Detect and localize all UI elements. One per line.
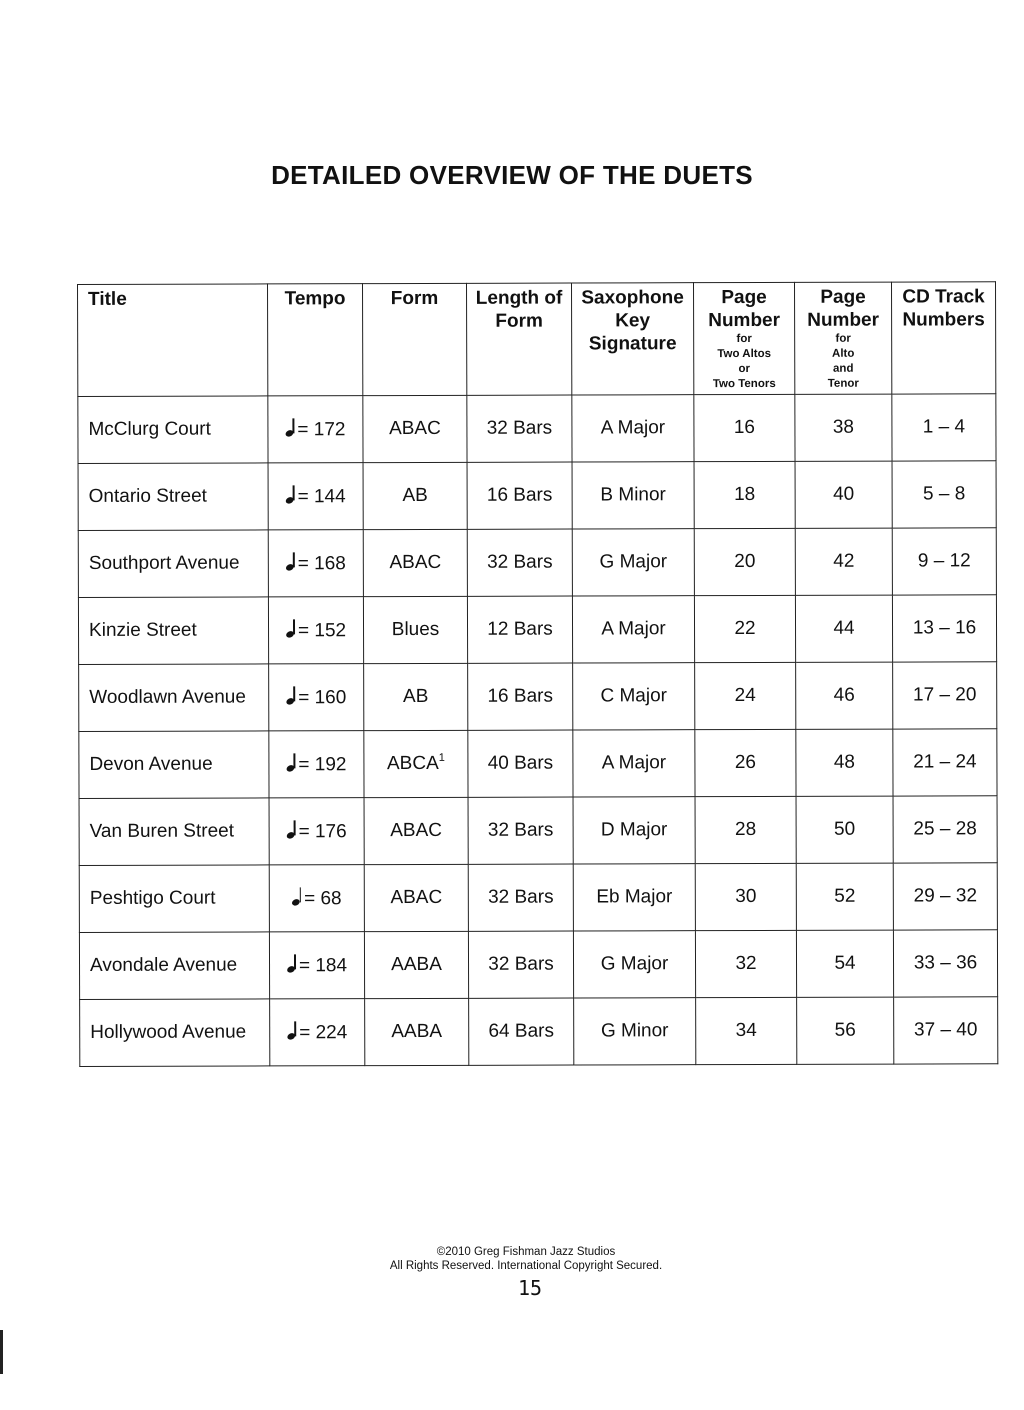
quarter-note-icon (287, 820, 297, 838)
cell-key-signature: C Major (573, 663, 695, 730)
tempo-value: = 152 (297, 619, 347, 641)
header-page-two-sub2: Two Altos (717, 347, 772, 361)
form-value: ABAC (389, 417, 441, 440)
cell-tempo (269, 932, 364, 999)
header-form: Form (363, 283, 467, 395)
header-page-two-main: Page Number (708, 286, 781, 332)
cell-title: McClurg Court (78, 396, 268, 464)
cell-cd-tracks: 29 – 32 (893, 863, 997, 930)
page-number: 15 (517, 1276, 543, 1300)
cell-title: Peshtigo Court (79, 865, 269, 933)
cell-title: Ontario Street (78, 463, 268, 531)
cell-title: Devon Avenue (79, 731, 269, 799)
cell-page-two: 32 (695, 930, 796, 997)
tempo-value: = 184 (298, 954, 348, 976)
table-row (79, 930, 997, 1000)
cell-key-signature: G Major (572, 529, 694, 596)
cell-cd-tracks: 1 – 4 (892, 394, 996, 461)
form-value: AABA (391, 953, 442, 976)
cell-form (363, 529, 467, 596)
cell-length: 12 Bars (467, 596, 572, 663)
cell-page-two: 30 (695, 863, 796, 930)
cell-length: 32 Bars (467, 395, 572, 462)
form-value: AB (403, 685, 429, 708)
form-value: ABCA (386, 752, 439, 775)
header-page-two-sub1: for (736, 332, 752, 346)
table-row (79, 729, 997, 799)
cell-tempo (269, 731, 364, 798)
cell-page-alto-tenor: 44 (795, 595, 892, 662)
cell-title: Avondale Avenue (79, 932, 269, 1000)
cell-tempo (269, 664, 364, 731)
table-row (79, 863, 997, 933)
form-footnote-marker: 1 (438, 751, 445, 764)
quarter-note-icon (286, 753, 296, 771)
cell-cd-tracks: 9 – 12 (892, 528, 996, 595)
cell-tempo (268, 530, 363, 597)
quarter-note-icon (287, 1021, 297, 1039)
header-page-alto-tenor-sub3: and (833, 362, 854, 375)
form-value: AB (402, 484, 428, 507)
quarter-note-icon (287, 954, 297, 972)
header-page-two (693, 282, 794, 394)
cell-form (363, 462, 467, 529)
cell-page-two: 20 (694, 528, 795, 595)
footer-copyright: ©2010 Greg Fishman Jazz Studios (436, 1246, 616, 1258)
cell-cd-tracks: 33 – 36 (893, 930, 997, 997)
cell-tempo (268, 597, 363, 664)
cell-tempo (268, 396, 363, 463)
cell-page-two: 24 (695, 662, 796, 729)
table-row (78, 595, 996, 665)
cell-cd-tracks: 37 – 40 (894, 997, 998, 1064)
cell-title: Hollywood Avenue (80, 999, 270, 1067)
cell-key-signature: D Major (573, 797, 695, 864)
cell-page-two: 34 (696, 997, 797, 1064)
header-cd-tracks: CD Track Numbers (891, 282, 995, 394)
header-page-two-sub3: or (738, 363, 751, 376)
cell-page-two: 26 (695, 729, 796, 796)
cell-page-alto-tenor: 48 (796, 729, 893, 796)
cell-key-signature: B Minor (572, 462, 694, 529)
cell-length: 32 Bars (468, 864, 573, 931)
cell-form (364, 931, 468, 998)
cell-cd-tracks: 17 – 20 (893, 662, 997, 729)
duets-overview-table (77, 281, 998, 1067)
cell-tempo (269, 798, 364, 865)
header-page-two-sub4: Two Tenors (712, 377, 776, 391)
scan-edge-mark (0, 1330, 3, 1374)
header-page-alto-tenor-main: Page Number (807, 286, 880, 331)
tempo-value: = 224 (299, 1021, 348, 1043)
form-value: Blues (391, 618, 440, 641)
cell-cd-tracks: 21 – 24 (893, 729, 997, 796)
header-tempo: Tempo (268, 284, 363, 396)
cell-key-signature: G Minor (574, 998, 696, 1065)
form-value: AABA (391, 1020, 443, 1043)
cell-form (365, 998, 469, 1065)
table-header-row (78, 282, 996, 397)
cell-form (364, 730, 468, 797)
tempo-value: = 144 (297, 485, 346, 507)
cell-form (364, 797, 468, 864)
quarter-note-icon (292, 887, 302, 905)
header-page-alto-tenor-sub2: Alto (832, 347, 855, 360)
cell-title: Van Buren Street (79, 798, 269, 866)
cell-page-two: 18 (694, 461, 795, 528)
table-row (78, 394, 996, 464)
tempo-value: = 176 (298, 820, 347, 842)
cell-length: 32 Bars (467, 529, 572, 596)
cell-key-signature: A Major (573, 730, 695, 797)
cell-title: Woodlawn Avenue (79, 664, 269, 732)
table-row (78, 528, 996, 598)
cell-tempo (268, 463, 363, 530)
cell-page-alto-tenor: 56 (797, 997, 894, 1064)
cell-key-signature: Eb Major (573, 864, 695, 931)
cell-page-alto-tenor: 50 (796, 796, 893, 863)
cell-page-alto-tenor: 42 (795, 528, 892, 595)
cell-page-two: 22 (694, 595, 795, 662)
cell-page-alto-tenor: 40 (795, 461, 892, 528)
quarter-note-icon (286, 485, 296, 503)
header-length: Length of Form (466, 283, 571, 395)
quarter-note-icon (286, 552, 296, 570)
cell-length: 40 Bars (468, 730, 573, 797)
cell-key-signature: G Major (573, 931, 695, 998)
cell-page-alto-tenor: 52 (796, 863, 893, 930)
tempo-value: = 192 (298, 753, 347, 775)
cell-length: 32 Bars (468, 931, 573, 998)
page-title: DETAILED OVERVIEW OF THE DUETS (271, 160, 753, 190)
form-value: ABAC (390, 819, 443, 842)
table-row (79, 662, 997, 732)
cell-tempo (269, 865, 364, 932)
cell-form (364, 663, 468, 730)
cell-length: 16 Bars (467, 462, 572, 529)
cell-cd-tracks: 25 – 28 (893, 796, 997, 863)
cell-page-two: 28 (695, 796, 796, 863)
cell-length: 64 Bars (469, 998, 574, 1065)
cell-form (363, 395, 467, 462)
duets-overview-table-container (77, 281, 997, 1067)
cell-key-signature: A Major (572, 596, 694, 663)
quarter-note-icon (286, 686, 296, 704)
tempo-value: = 68 (304, 887, 342, 909)
cell-title: Southport Avenue (78, 530, 268, 598)
quarter-note-icon (286, 619, 296, 637)
cell-length: 32 Bars (468, 797, 573, 864)
cell-form (363, 596, 467, 663)
header-key-signature: Saxophone Key Signature (571, 283, 693, 395)
form-value: ABAC (390, 886, 443, 909)
footer-rights: All Rights Reserved. International Copyright Secured. (389, 1260, 663, 1272)
tempo-value: = 160 (298, 686, 347, 708)
cell-page-two: 16 (694, 394, 795, 461)
tempo-value: = 168 (297, 552, 346, 574)
cell-form (364, 864, 468, 931)
cell-page-alto-tenor: 38 (795, 394, 892, 461)
table-row (78, 461, 996, 531)
cell-page-alto-tenor: 46 (796, 662, 893, 729)
table-row (79, 796, 997, 866)
header-page-alto-tenor-sub1: for (835, 332, 851, 345)
cell-tempo (270, 999, 365, 1066)
header-page-alto-tenor-sub4: Tenor (827, 377, 859, 390)
tempo-value: = 172 (297, 418, 346, 440)
table-body (78, 394, 998, 1067)
header-page-alto-tenor (794, 282, 891, 394)
quarter-note-icon (285, 418, 295, 436)
cell-key-signature: A Major (572, 395, 694, 462)
cell-title: Kinzie Street (78, 597, 268, 665)
cell-cd-tracks: 5 – 8 (892, 461, 996, 528)
table-row (80, 997, 998, 1067)
form-value: ABAC (389, 551, 442, 574)
cell-page-alto-tenor: 54 (796, 930, 893, 997)
cell-length: 16 Bars (468, 663, 573, 730)
header-title: Title (78, 284, 268, 397)
cell-cd-tracks: 13 – 16 (892, 595, 996, 662)
